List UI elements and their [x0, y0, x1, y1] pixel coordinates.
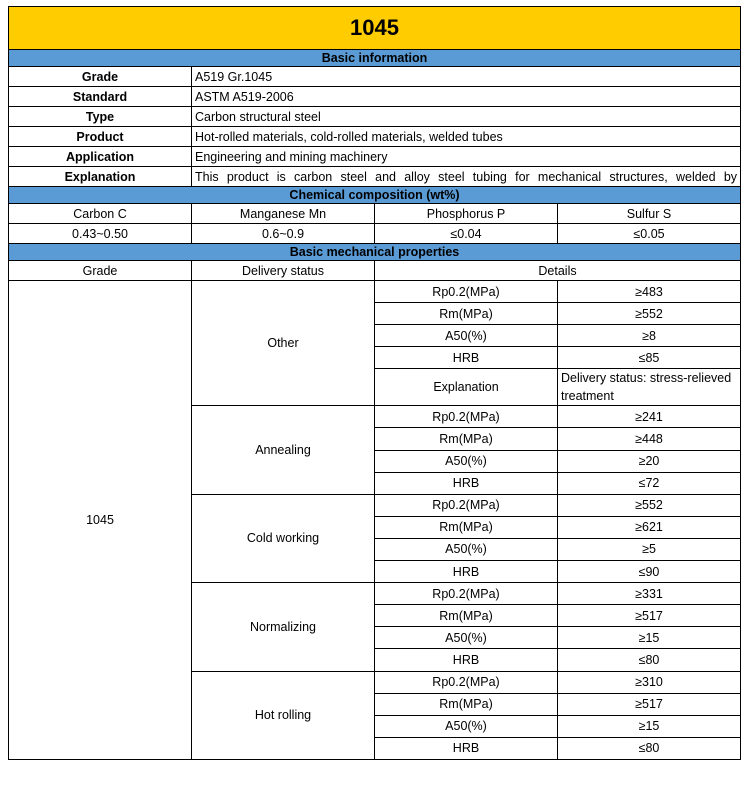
property-name: Rm(MPa): [375, 605, 558, 627]
basic-info-value: Carbon structural steel: [192, 107, 741, 127]
basic-info-label: Application: [9, 147, 192, 167]
property-name: Rp0.2(MPa): [375, 281, 558, 303]
property-value: ≥517: [558, 693, 741, 715]
property-value: ≥241: [558, 406, 741, 428]
basic-info-label: Type: [9, 107, 192, 127]
property-name: Rp0.2(MPa): [375, 583, 558, 605]
mech-header: Details: [375, 261, 741, 281]
mech-header-row: [9, 261, 741, 281]
delivery-status: Normalizing: [192, 583, 375, 671]
chem-value: 0.43~0.50: [9, 224, 192, 244]
spec-table: [8, 6, 741, 760]
basic-info-value: ASTM A519-2006: [192, 87, 741, 107]
basic-info-label: Explanation: [9, 167, 192, 187]
section-basic-information: Basic information: [9, 50, 741, 67]
property-name: Rp0.2(MPa): [375, 671, 558, 693]
chem-value-row: [9, 224, 741, 244]
property-value: ≤90: [558, 561, 741, 583]
property-value: ≥331: [558, 583, 741, 605]
basic-info-row: [9, 127, 741, 147]
property-name: A50(%): [375, 325, 558, 347]
chem-value: ≤0.04: [375, 224, 558, 244]
property-name: Rm(MPa): [375, 693, 558, 715]
property-value: ≤80: [558, 649, 741, 671]
basic-info-value: A519 Gr.1045: [192, 67, 741, 87]
chem-header: Phosphorus P: [375, 204, 558, 224]
property-name: HRB: [375, 347, 558, 369]
chem-header: Sulfur S: [558, 204, 741, 224]
basic-info-row: [9, 107, 741, 127]
property-name: A50(%): [375, 715, 558, 737]
property-value: ≤85: [558, 347, 741, 369]
mech-row: [9, 281, 741, 303]
delivery-status: Hot rolling: [192, 671, 375, 759]
property-name: HRB: [375, 472, 558, 494]
delivery-status: Annealing: [192, 406, 375, 494]
mech-grade: 1045: [9, 281, 192, 760]
property-name: A50(%): [375, 627, 558, 649]
property-value: ≥517: [558, 605, 741, 627]
mech-header: Delivery status: [192, 261, 375, 281]
property-name: Rm(MPa): [375, 516, 558, 538]
basic-info-row: [9, 67, 741, 87]
property-name: Rm(MPa): [375, 303, 558, 325]
basic-info-value: Hot-rolled materials, cold-rolled materials, welded tubes: [192, 127, 741, 147]
property-value: ≥448: [558, 428, 741, 450]
property-name: Rp0.2(MPa): [375, 406, 558, 428]
property-value: ≥621: [558, 516, 741, 538]
property-name: A50(%): [375, 450, 558, 472]
property-name: Explanation: [375, 369, 558, 406]
property-value: ≤80: [558, 737, 741, 759]
property-name: HRB: [375, 561, 558, 583]
property-value: ≥8: [558, 325, 741, 347]
property-value: ≤72: [558, 472, 741, 494]
chem-header: Carbon C: [9, 204, 192, 224]
property-value: ≥483: [558, 281, 741, 303]
chem-value: 0.6~0.9: [192, 224, 375, 244]
basic-info-label: Grade: [9, 67, 192, 87]
basic-info-row: [9, 147, 741, 167]
basic-info-label: Standard: [9, 87, 192, 107]
delivery-status: Other: [192, 281, 375, 406]
chem-header: Manganese Mn: [192, 204, 375, 224]
property-value: ≥552: [558, 494, 741, 516]
basic-info-value: Engineering and mining machinery: [192, 147, 741, 167]
property-value: ≥552: [558, 303, 741, 325]
property-name: HRB: [375, 737, 558, 759]
property-value: ≥20: [558, 450, 741, 472]
property-value: ≥15: [558, 715, 741, 737]
property-value: ≥15: [558, 627, 741, 649]
chem-header-row: [9, 204, 741, 224]
delivery-status: Cold working: [192, 494, 375, 582]
basic-info-row: [9, 167, 741, 187]
section-mechanical-properties: Basic mechanical properties: [9, 244, 741, 261]
section-chemical-composition: Chemical composition (wt%): [9, 187, 741, 204]
mech-header: Grade: [9, 261, 192, 281]
chem-value: ≤0.05: [558, 224, 741, 244]
property-name: A50(%): [375, 538, 558, 560]
property-value: ≥5: [558, 538, 741, 560]
basic-info-value: This product is carbon steel and alloy steel tubing for mechanical structures, welded by: [192, 167, 741, 187]
basic-info-label: Product: [9, 127, 192, 147]
basic-info-row: [9, 87, 741, 107]
property-name: Rp0.2(MPa): [375, 494, 558, 516]
property-name: HRB: [375, 649, 558, 671]
property-value: Delivery status: stress-relieved treatment: [558, 369, 741, 406]
property-name: Rm(MPa): [375, 428, 558, 450]
page-title: 1045: [9, 7, 741, 50]
property-value: ≥310: [558, 671, 741, 693]
